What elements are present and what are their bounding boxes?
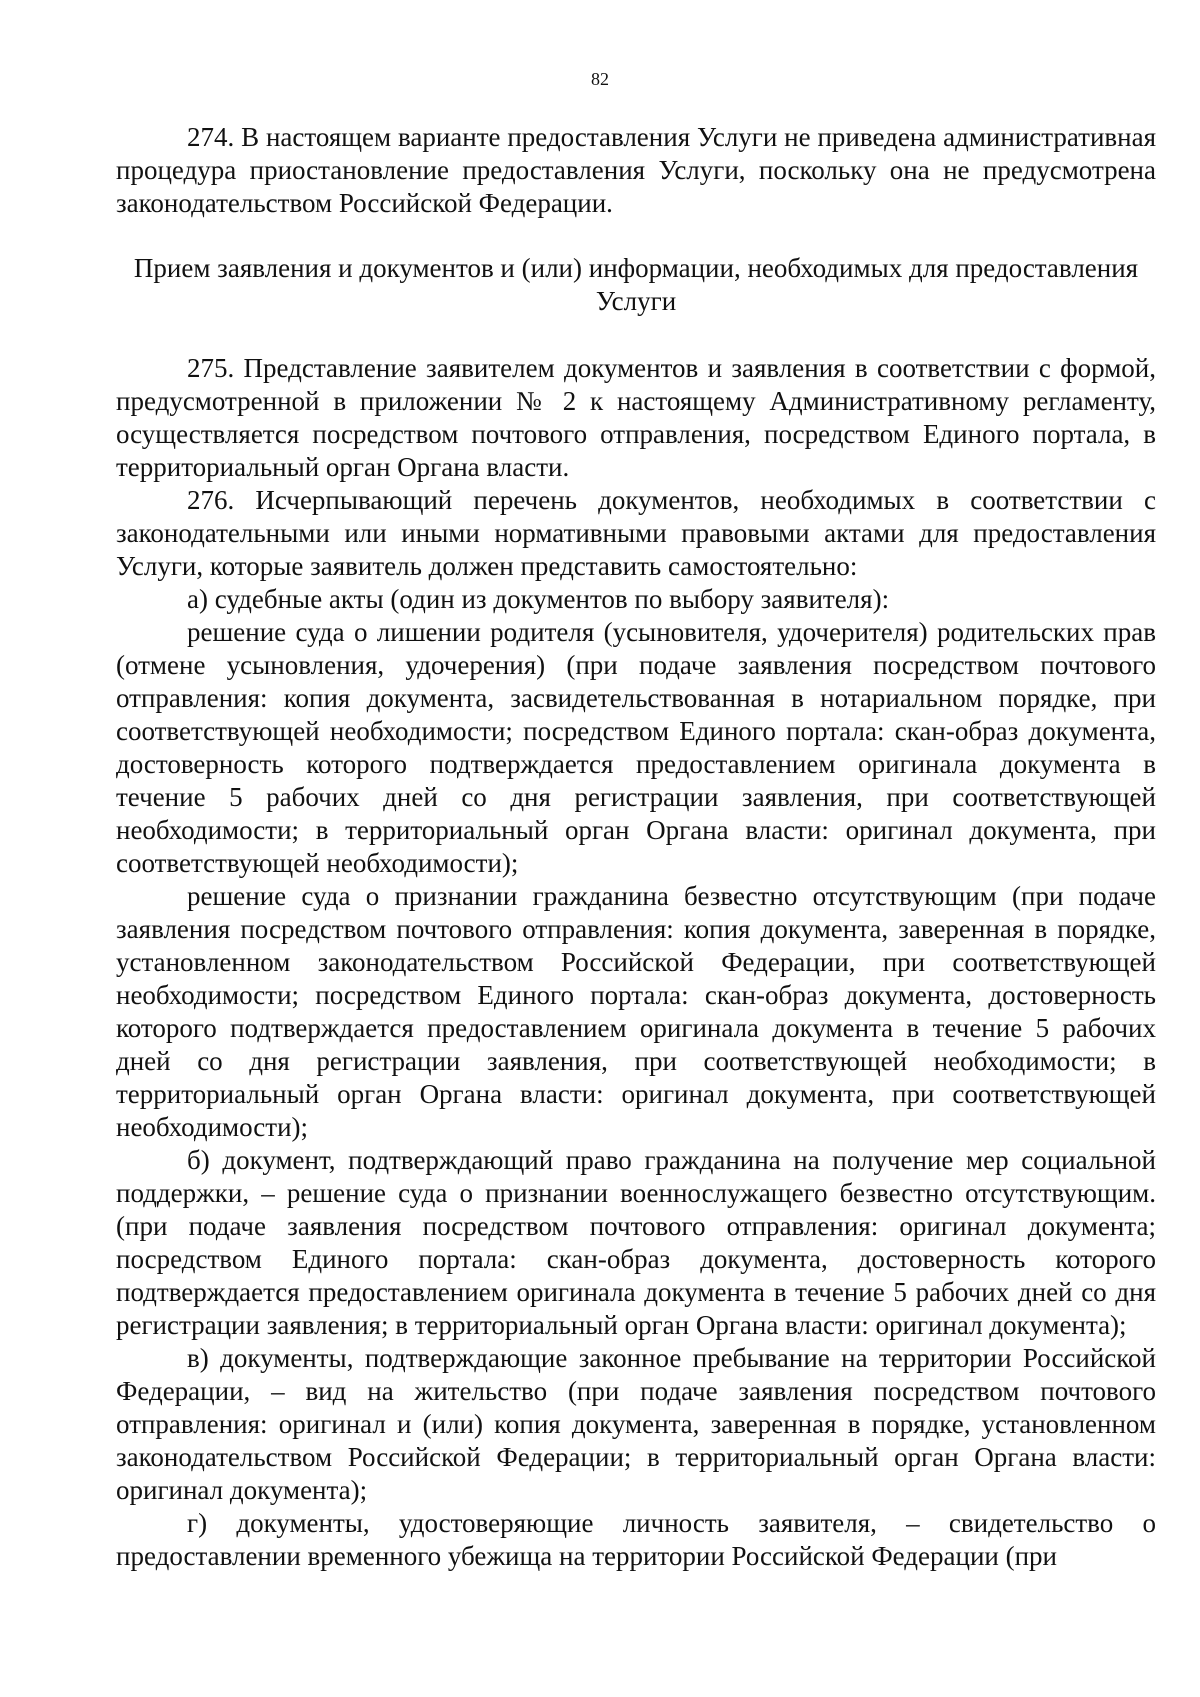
list-item-v: в) документы, подтверждающие законное пребывание на территории Российской Федерации, – вид на жительство (при подаче заявления посредством почтового отправления: оригинал и (или) копия документа, заверенная в порядке, установленном законодательством Российской Федерации; в территориальный орган Органа власти: оригинал документа); (116, 1343, 1156, 1505)
list-item-b: б) документ, подтверждающий право гражданина на получение мер социальной поддержки, – решение суда о признании военнослужащего безвестно отсутствующим. (при подаче заявления посредством почтового отправления: оригинал документа; посредством Единого портала: скан-образ документа, достоверность которого подтверждается предоставлением оригинала документа в течение 5 рабочих дней со дня регистрации заявления; в территориальный орган Органа власти: оригинал документа); (116, 1145, 1156, 1340)
list-item-g: г) документы, удостоверяющие личность заявителя, – свидетельство о предоставлении временного убежища на территории Российской Федерации (при (116, 1508, 1156, 1571)
list-item-a-court-decision-1: решение суда о лишении родителя (усыновителя, удочерителя) родительских прав (отмене усыновления, удочерения) (при подаче заявления посредством почтового отправления: копия документа, засвидетельствованная в нотариальном порядке, при соответствующей необходимости; посредством Единого портала: скан-образ документа, достоверность которого подтверждается предоставлением оригинала документа в течение 5 рабочих дней со дня регистрации заявления, при соответствующей необходимости; в территориальный орган Органа власти: оригинал документа, при соответствующей необходимости); (116, 617, 1156, 878)
page-number: 82 (591, 69, 609, 89)
paragraph-275: 275. Представление заявителем документов и заявления в соответствии с формой, предусмотренной в приложении № 2 к настоящему Административному регламенту, осуществляется посредством почтового отправления, посредством Единого портала, в территориальный орган Органа власти. (116, 353, 1156, 482)
paragraph-274: 274. В настоящем варианте предоставления Услуги не приведена административная процедура приостановление предоставления Услуги, поскольку она не предусмотрена законодательством Российской Федерации. (116, 122, 1156, 218)
document-body (116, 121, 1156, 1573)
list-item-a-court-decision-2: решение суда о признании гражданина безвестно отсутствующим (при подаче заявления посредством почтового отправления: копия документа, заверенная в порядке, установленном законодательством Российской Федерации, при соответствующей необходимости; посредством Единого портала: скан-образ документа, достоверность которого подтверждается предоставлением оригинала документа в течение 5 рабочих дней со дня регистрации заявления, при соответствующей необходимости; в территориальный орган Органа власти: оригинал документа, при соответствующей необходимости); (116, 881, 1156, 1142)
section-heading: Прием заявления и документов и (или) информации, необходимых для предоставления Услуги (133, 253, 1139, 316)
list-item-a: а) судебные акты (один из документов по выбору заявителя): (187, 584, 890, 614)
paragraph-276: 276. Исчерпывающий перечень документов, необходимых в соответствии с законодательными или иными нормативными правовыми актами для предоставления Услуги, которые заявитель должен представить самостоятельно: (116, 485, 1156, 581)
